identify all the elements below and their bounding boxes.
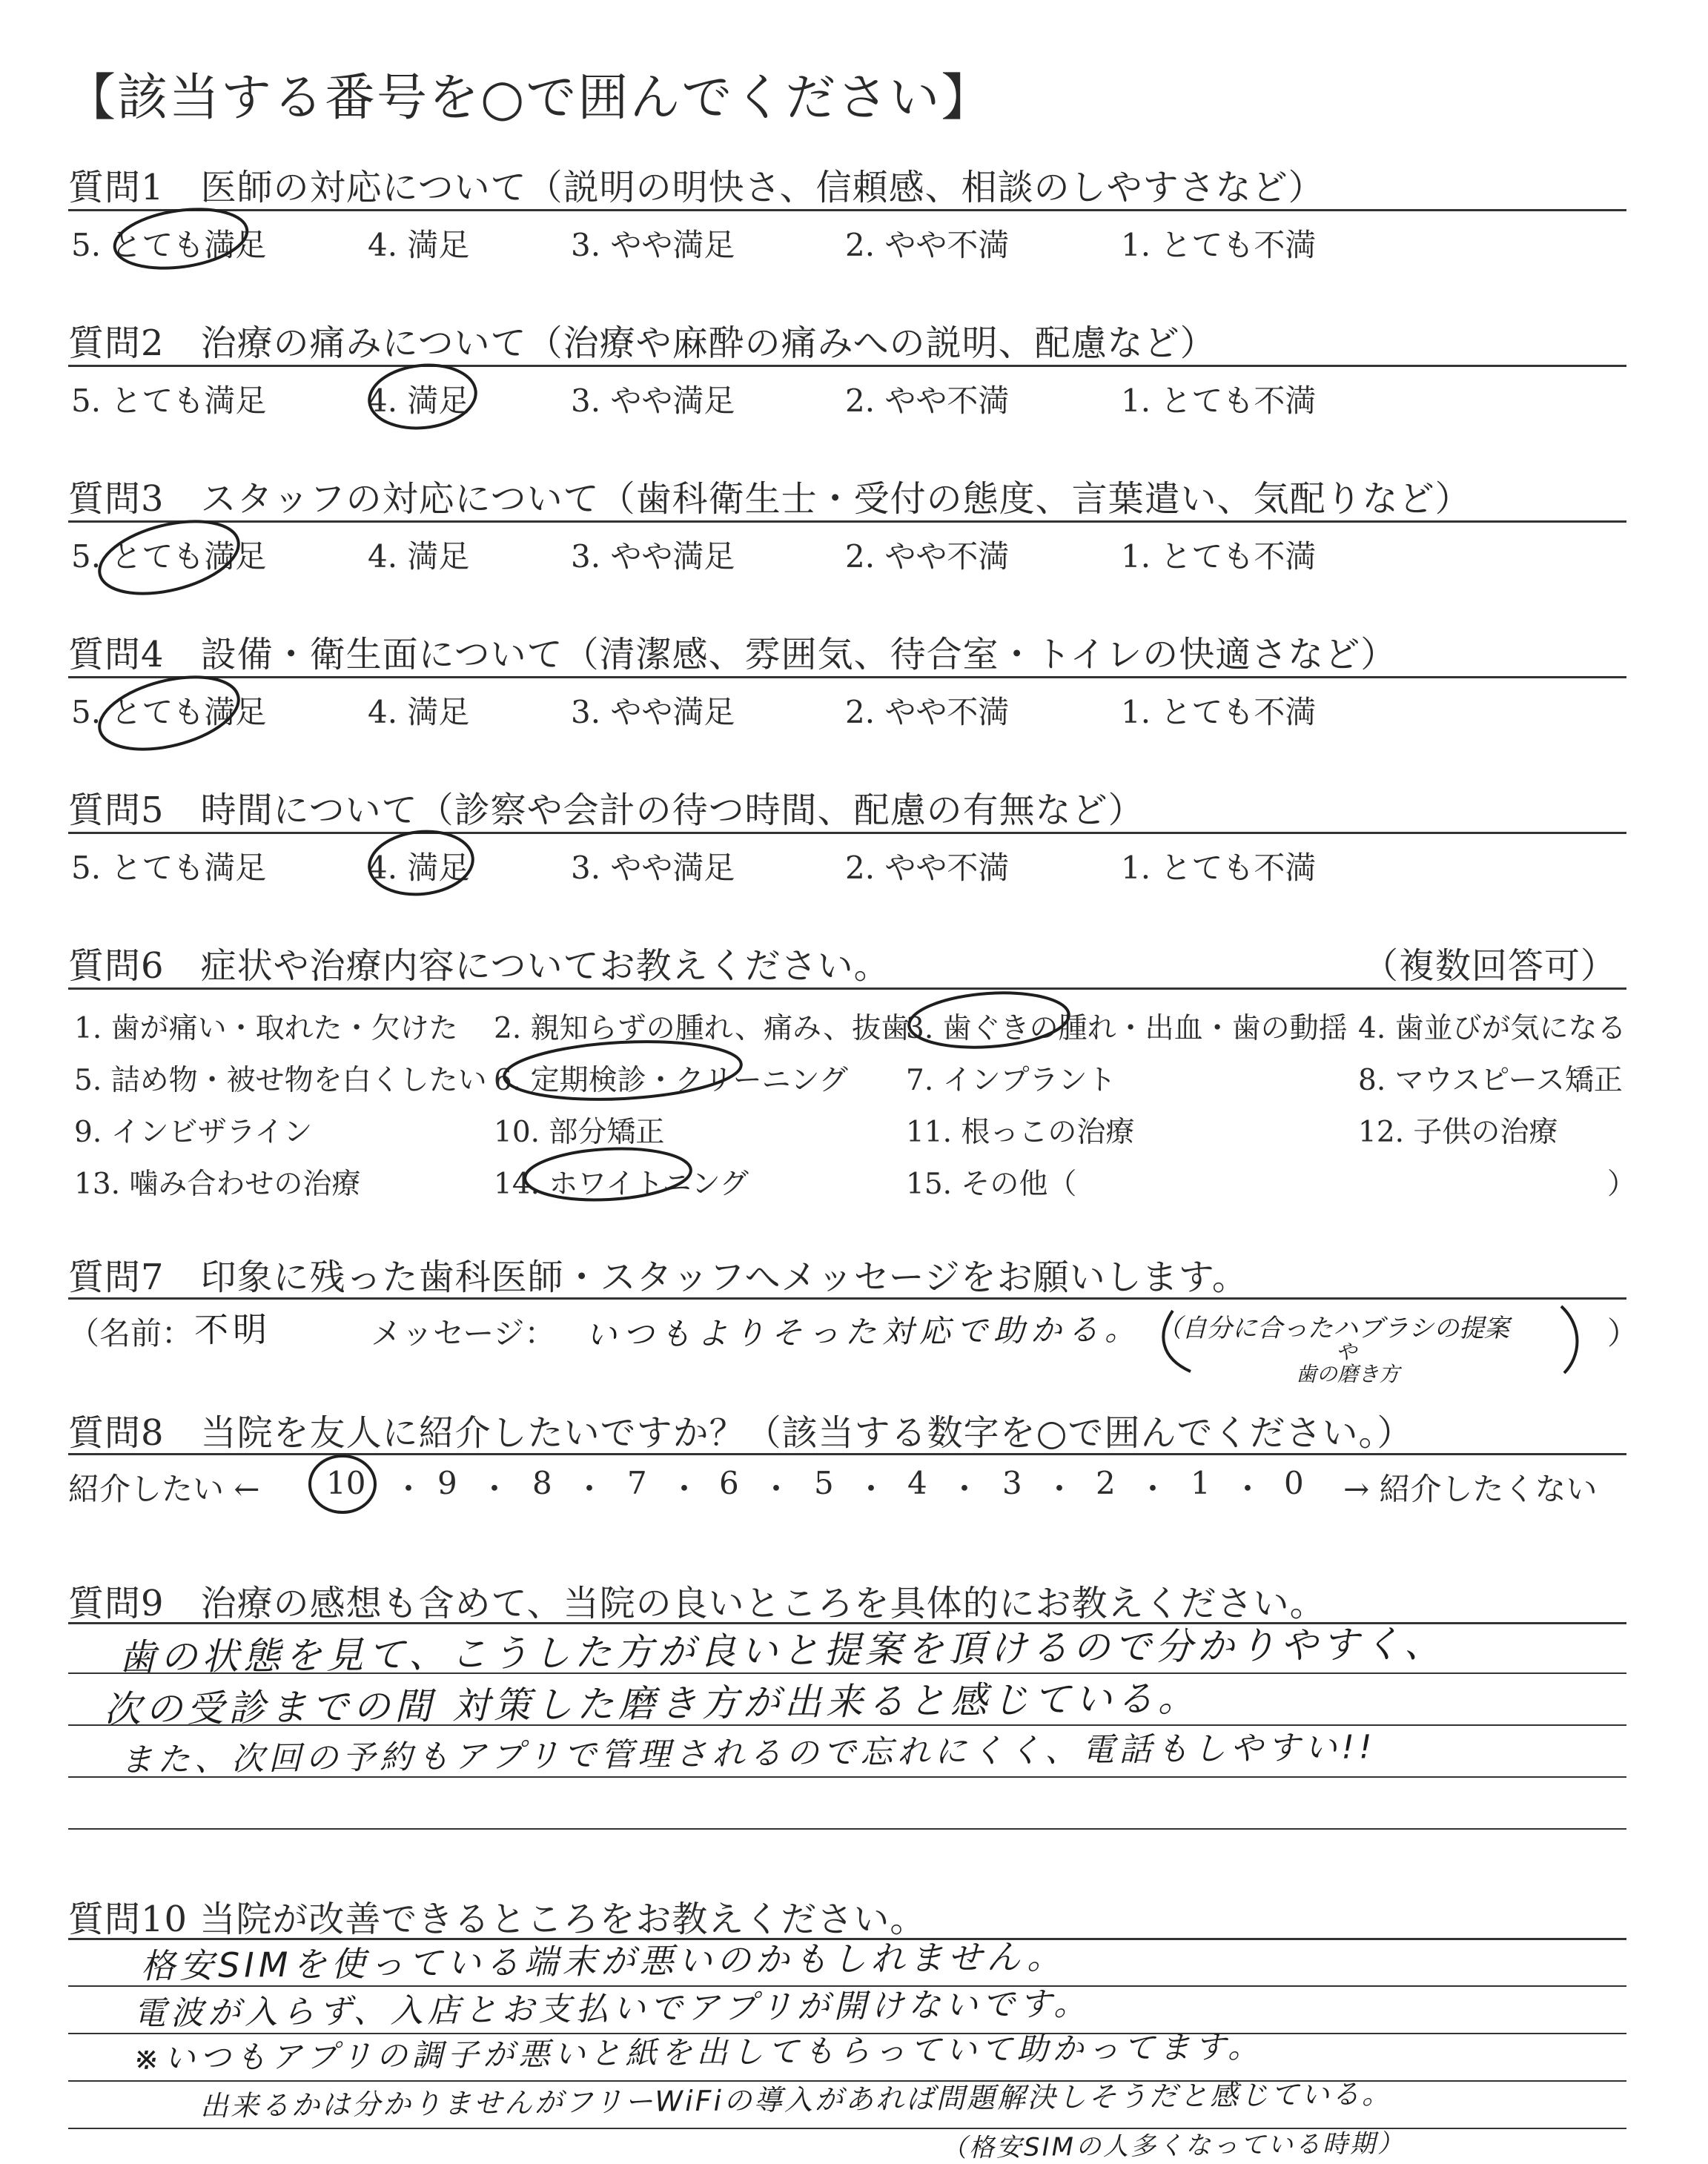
q6-option-14[interactable]: 14. ホワイトニング xyxy=(494,1168,749,1201)
q8-scale-0[interactable]: 0 xyxy=(1284,1465,1304,1501)
q7-close-paren: ） xyxy=(1607,1315,1639,1351)
question-3-label: 質問3 xyxy=(68,478,165,520)
q6-option-13[interactable]: 13. 噛み合わせの治療 xyxy=(74,1168,361,1201)
question-2-heading xyxy=(68,314,1217,365)
q7-name-value[interactable]: 不明 xyxy=(193,1308,272,1350)
page-title: 【該当する番号を○で囲んでください】 xyxy=(65,69,993,128)
question-1-rule xyxy=(68,209,1626,211)
q8-scale-8[interactable]: 8 xyxy=(532,1465,552,1501)
q10-answer-line: （格安SIMの人多くなっている時期） xyxy=(941,2128,1406,2163)
question-6-heading xyxy=(68,937,890,988)
question-6-rule xyxy=(68,987,1626,990)
question-2-label: 質問2 xyxy=(68,322,165,364)
q8-scale-1[interactable]: 1 xyxy=(1191,1465,1211,1501)
question-8-heading xyxy=(68,1404,1413,1455)
q9-answer-line: 歯の状態を見て、こうした方が良いと提案を頂けるので分かりやすく、 xyxy=(118,1622,1446,1679)
question-10-text: 当院が改善できるところをお教えください。 xyxy=(199,1899,927,1940)
question-5-rule xyxy=(68,832,1626,834)
q6-option-2[interactable]: 2. 親知らずの腫れ、痛み、抜歯 xyxy=(494,1012,910,1045)
q6-option-5[interactable]: 5. 詰め物・被せ物を白くしたい xyxy=(74,1064,487,1097)
q1-option-5[interactable]: 5. とても満足 xyxy=(71,227,267,263)
q8-scale-4[interactable]: 4 xyxy=(907,1465,927,1501)
question-8-rule xyxy=(68,1453,1626,1455)
q8-scale-7[interactable]: 7 xyxy=(627,1465,647,1501)
question-7-heading xyxy=(68,1248,1248,1300)
question-6-label: 質問6 xyxy=(68,945,165,987)
q7-message-label: メッセージ： xyxy=(371,1315,556,1351)
q10-answer-line: ※いつもアプリの調子が悪いと紙を出してもらっていて助かってます。 xyxy=(133,2028,1264,2077)
q3-option-4[interactable]: 4. 満足 xyxy=(368,538,470,575)
q6-option-6[interactable]: 6. 定期検診・クリーニング xyxy=(494,1064,848,1097)
question-1-text: 医師の対応について（説明の明快さ、信頼感、相談のしやすさなど） xyxy=(200,167,1325,208)
question-4-text: 設備・衛生面について（清潔感、雰囲気、待合室・トイレの快適さなど） xyxy=(200,634,1397,675)
q2-option-3[interactable]: 3. やや満足 xyxy=(571,383,735,419)
q6-other-close-paren: ） xyxy=(1607,1168,1637,1201)
q8-scale-sep: ・ xyxy=(669,1471,701,1507)
q8-left-label: 紹介したい ← xyxy=(68,1471,260,1507)
q4-option-3[interactable]: 3. やや満足 xyxy=(571,694,735,730)
q8-scale-sep: ・ xyxy=(574,1471,606,1507)
q6-option-8[interactable]: 8. マウスピース矯正 xyxy=(1358,1064,1623,1097)
q3-option-1[interactable]: 1. とても不満 xyxy=(1121,538,1317,575)
q4-option-5[interactable]: 5. とても満足 xyxy=(71,694,267,730)
q2-option-4[interactable]: 4. 満足 xyxy=(368,383,470,419)
q8-scale-5[interactable]: 5 xyxy=(814,1465,834,1501)
question-5-text: 時間について（診察や会計の待つ時間、配慮の有無など） xyxy=(200,790,1145,831)
q8-scale-2[interactable]: 2 xyxy=(1096,1465,1116,1501)
q8-scale-sep: ・ xyxy=(1137,1471,1169,1507)
q8-scale-9[interactable]: 9 xyxy=(437,1465,457,1501)
q9-answer-line: また、次回の予約もアプリで管理されるので忘れにくく、電話もしやすい!! xyxy=(119,1728,1377,1779)
q8-scale-3[interactable]: 3 xyxy=(1002,1465,1022,1501)
q7-message-value[interactable]: いつもよりそった対応で助かる。 xyxy=(585,1311,1142,1353)
q2-option-5[interactable]: 5. とても満足 xyxy=(71,383,267,419)
q4-option-2[interactable]: 2. やや不満 xyxy=(845,694,1010,730)
q1-option-4[interactable]: 4. 満足 xyxy=(368,227,470,263)
q4-option-1[interactable]: 1. とても不満 xyxy=(1121,694,1317,730)
q5-option-5[interactable]: 5. とても満足 xyxy=(71,850,267,886)
q8-scale-sep: ・ xyxy=(855,1471,887,1507)
question-7-rule xyxy=(68,1297,1626,1300)
q4-option-4[interactable]: 4. 満足 xyxy=(368,694,470,730)
q5-option-4[interactable]: 4. 満足 xyxy=(368,850,470,886)
question-6-text: 症状や治療内容についてお教えください。 xyxy=(200,945,890,987)
question-4-heading xyxy=(68,626,1397,677)
question-1-heading xyxy=(68,159,1325,210)
q6-option-3[interactable]: 3. 歯ぐきの腫れ・出血・歯の動揺 xyxy=(906,1012,1348,1045)
question-5-label: 質問5 xyxy=(68,790,165,831)
q6-option-7[interactable]: 7. インプラント xyxy=(906,1064,1116,1097)
q7-name-label: （名前： xyxy=(68,1315,193,1351)
q6-option-9[interactable]: 9. インビザライン xyxy=(74,1116,313,1149)
q5-option-3[interactable]: 3. やや満足 xyxy=(571,850,735,886)
q6-option-12[interactable]: 12. 子供の治療 xyxy=(1358,1116,1558,1149)
question-3-heading xyxy=(68,470,1472,521)
q6-option-4[interactable]: 4. 歯並びが気になる xyxy=(1358,1012,1626,1045)
q7-message-note-insert: や xyxy=(1336,1340,1357,1364)
q6-option-11[interactable]: 11. 根っこの治療 xyxy=(906,1116,1135,1149)
question-4-label: 質問4 xyxy=(68,634,165,675)
q6-option-10[interactable]: 10. 部分矯正 xyxy=(494,1116,665,1149)
q10-answer-line: 電波が入らず、入店とお支払いでアプリが開けないです。 xyxy=(133,1985,1091,2033)
q8-scale-sep: ・ xyxy=(1044,1471,1076,1507)
q8-right-label: → 紹介したくない xyxy=(1343,1471,1598,1507)
q8-scale-sep: ・ xyxy=(1232,1471,1264,1507)
question-5-heading xyxy=(68,781,1145,833)
question-8-text: 当院を友人に紹介したいですか？（該当する数字を○で囲んでください。） xyxy=(200,1412,1414,1454)
question-9-text: 治療の感想も含めて、当院の良いところを具体的にお教えください。 xyxy=(200,1583,1326,1624)
question-7-label: 質問7 xyxy=(68,1257,165,1298)
q5-option-2[interactable]: 2. やや不満 xyxy=(845,850,1010,886)
q7-message-note-sub: 歯の磨き方 xyxy=(1296,1362,1400,1386)
q6-option-15[interactable]: 15. その他（ xyxy=(906,1168,1077,1201)
q8-scale-sep: ・ xyxy=(479,1471,511,1507)
q6-option-1[interactable]: 1. 歯が痛い・取れた・欠けた xyxy=(74,1012,458,1045)
question-2-text: 治療の痛みについて（治療や麻酔の痛みへの説明、配慮など） xyxy=(200,322,1217,364)
question-4-rule xyxy=(68,676,1626,678)
q3-option-2[interactable]: 2. やや不満 xyxy=(845,538,1010,575)
question-3-rule xyxy=(68,520,1626,523)
q2-option-1[interactable]: 1. とても不満 xyxy=(1121,383,1317,419)
q1-option-3[interactable]: 3. やや満足 xyxy=(571,227,735,263)
q9-answer-line: 次の受診までの間 対策した磨き方が出来ると感じている。 xyxy=(103,1676,1200,1731)
question-7-text: 印象に残った歯科医師・スタッフへメッセージをお願いします。 xyxy=(200,1257,1248,1298)
answer-line xyxy=(68,1828,1626,1830)
q3-option-5[interactable]: 5. とても満足 xyxy=(71,538,267,575)
question-2-rule xyxy=(68,365,1626,367)
question-8-label: 質問8 xyxy=(68,1412,165,1454)
q1-option-1[interactable]: 1. とても不満 xyxy=(1121,227,1317,263)
q3-option-3[interactable]: 3. やや満足 xyxy=(571,538,735,575)
question-3-text: スタッフの対応について（歯科衛生士・受付の態度、言葉遣い、気配りなど） xyxy=(200,478,1472,520)
q8-scale-10[interactable]: 10 xyxy=(326,1465,366,1501)
question-1-label: 質問1 xyxy=(68,167,165,208)
q8-scale-sep: ・ xyxy=(393,1471,425,1507)
q8-scale-sep: ・ xyxy=(761,1471,792,1507)
question-9-label: 質問9 xyxy=(68,1583,165,1624)
q8-scale-sep: ・ xyxy=(949,1471,981,1507)
q10-answer-line: 格安SIMを使っている端末が悪いのかもしれません。 xyxy=(140,1936,1066,1986)
q10-answer-line: 出来るかは分かりませんがフリーWiFiの導入があれば問題解決しそうだと感じている。 xyxy=(199,2077,1393,2122)
q2-option-2[interactable]: 2. やや不満 xyxy=(845,383,1010,419)
q1-option-2[interactable]: 2. やや不満 xyxy=(845,227,1010,263)
question-6-note: （複数回答可） xyxy=(1363,945,1618,987)
question-10-label: 質問10 xyxy=(68,1899,188,1940)
q8-scale-6[interactable]: 6 xyxy=(719,1465,739,1501)
q5-option-1[interactable]: 1. とても不満 xyxy=(1121,850,1317,886)
q7-message-note[interactable]: （自分に合ったハブラシの提案 xyxy=(1156,1314,1509,1343)
